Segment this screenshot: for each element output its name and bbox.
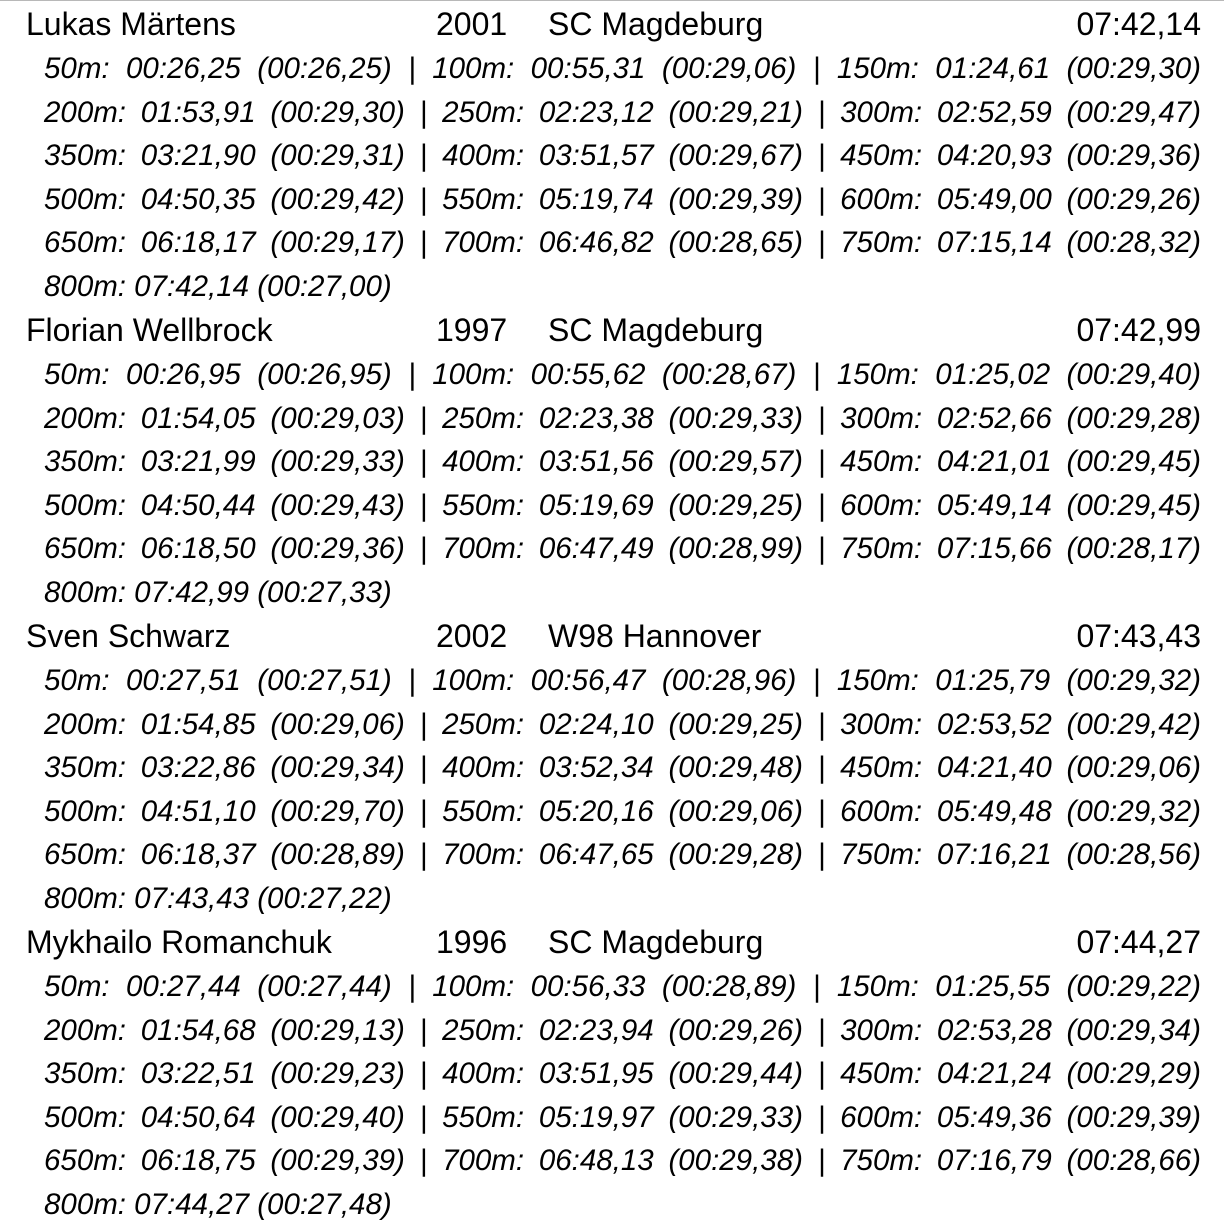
split-times-line: 800m: 07:42,14 (00:27,00) [0,265,1201,309]
birth-year: 2002 [436,614,507,659]
split-times-line: 200m: 01:54,05 (00:29,03) | 250m: 02:23,38 (00:29,33) | 300m: 02:52,66 (00:29,28) [0,397,1201,441]
birth-year: 1997 [436,308,507,353]
birth-year: 1996 [436,920,507,965]
club-name: SC Magdeburg [548,2,763,47]
final-time: 07:42,14 [1076,2,1201,47]
split-times-line: 650m: 06:18,17 (00:29,17) | 700m: 06:46,82 (00:28,65) | 750m: 07:15,14 (00:28,32) [0,221,1201,265]
athlete-row [0,614,1224,659]
split-times-line: 350m: 03:22,86 (00:29,34) | 400m: 03:52,34 (00:29,48) | 450m: 04:21,40 (00:29,06) [0,746,1201,790]
split-times-line: 200m: 01:54,85 (00:29,06) | 250m: 02:24,10 (00:29,25) | 300m: 02:53,52 (00:29,42) [0,703,1201,747]
split-times-line: 200m: 01:53,91 (00:29,30) | 250m: 02:23,12 (00:29,21) | 300m: 02:52,59 (00:29,47) [0,91,1201,135]
athlete-name: Mykhailo Romanchuk [26,920,332,965]
split-times-line: 50m: 00:26,95 (00:26,95) | 100m: 00:55,62 (00:28,67) | 150m: 01:25,02 (00:29,40) [0,353,1201,397]
result-entry [0,920,1224,1226]
result-entry [0,614,1224,920]
split-times-line: 500m: 04:50,35 (00:29,42) | 550m: 05:19,74 (00:29,39) | 600m: 05:49,00 (00:29,26) [0,178,1201,222]
club-name: SC Magdeburg [548,308,763,353]
split-times-line: 350m: 03:21,99 (00:29,33) | 400m: 03:51,56 (00:29,57) | 450m: 04:21,01 (00:29,45) [0,440,1201,484]
athlete-name: Lukas Märtens [26,2,236,47]
final-time: 07:44,27 [1076,920,1201,965]
final-time: 07:42,99 [1076,308,1201,353]
athlete-row [0,308,1224,353]
split-times-line: 50m: 00:26,25 (00:26,25) | 100m: 00:55,31 (00:29,06) | 150m: 01:24,61 (00:29,30) [0,47,1201,91]
club-name: W98 Hannover [548,614,761,659]
birth-year: 2001 [436,2,507,47]
split-times-line: 800m: 07:43,43 (00:27,22) [0,877,1201,921]
split-times-line: 800m: 07:44,27 (00:27,48) [0,1183,1201,1226]
split-times-line: 650m: 06:18,50 (00:29,36) | 700m: 06:47,49 (00:28,99) | 750m: 07:15,66 (00:28,17) [0,527,1201,571]
split-times-line: 350m: 03:21,90 (00:29,31) | 400m: 03:51,57 (00:29,67) | 450m: 04:20,93 (00:29,36) [0,134,1201,178]
split-times-line: 800m: 07:42,99 (00:27,33) [0,571,1201,615]
split-times-line: 50m: 00:27,51 (00:27,51) | 100m: 00:56,47 (00:28,96) | 150m: 01:25,79 (00:29,32) [0,659,1201,703]
result-entry [0,2,1224,308]
split-times-line: 650m: 06:18,75 (00:29,39) | 700m: 06:48,13 (00:29,38) | 750m: 07:16,79 (00:28,66) [0,1139,1201,1183]
final-time: 07:43,43 [1076,614,1201,659]
result-entry [0,308,1224,614]
split-times-line: 500m: 04:51,10 (00:29,70) | 550m: 05:20,16 (00:29,06) | 600m: 05:49,48 (00:29,32) [0,790,1201,834]
results-list [0,2,1224,1226]
athlete-row [0,2,1224,47]
athlete-name: Florian Wellbrock [26,308,273,353]
athlete-name: Sven Schwarz [26,614,231,659]
split-times-line: 200m: 01:54,68 (00:29,13) | 250m: 02:23,94 (00:29,26) | 300m: 02:53,28 (00:29,34) [0,1009,1201,1053]
split-times-line: 500m: 04:50,44 (00:29,43) | 550m: 05:19,69 (00:29,25) | 600m: 05:49,14 (00:29,45) [0,484,1201,528]
split-times-line: 500m: 04:50,64 (00:29,40) | 550m: 05:19,97 (00:29,33) | 600m: 05:49,36 (00:29,39) [0,1096,1201,1140]
club-name: SC Magdeburg [548,920,763,965]
athlete-row [0,920,1224,965]
split-times-line: 650m: 06:18,37 (00:28,89) | 700m: 06:47,65 (00:29,28) | 750m: 07:16,21 (00:28,56) [0,833,1201,877]
top-divider [0,0,1224,1]
split-times-line: 50m: 00:27,44 (00:27,44) | 100m: 00:56,33 (00:28,89) | 150m: 01:25,55 (00:29,22) [0,965,1201,1009]
split-times-line: 350m: 03:22,51 (00:29,23) | 400m: 03:51,95 (00:29,44) | 450m: 04:21,24 (00:29,29) [0,1052,1201,1096]
